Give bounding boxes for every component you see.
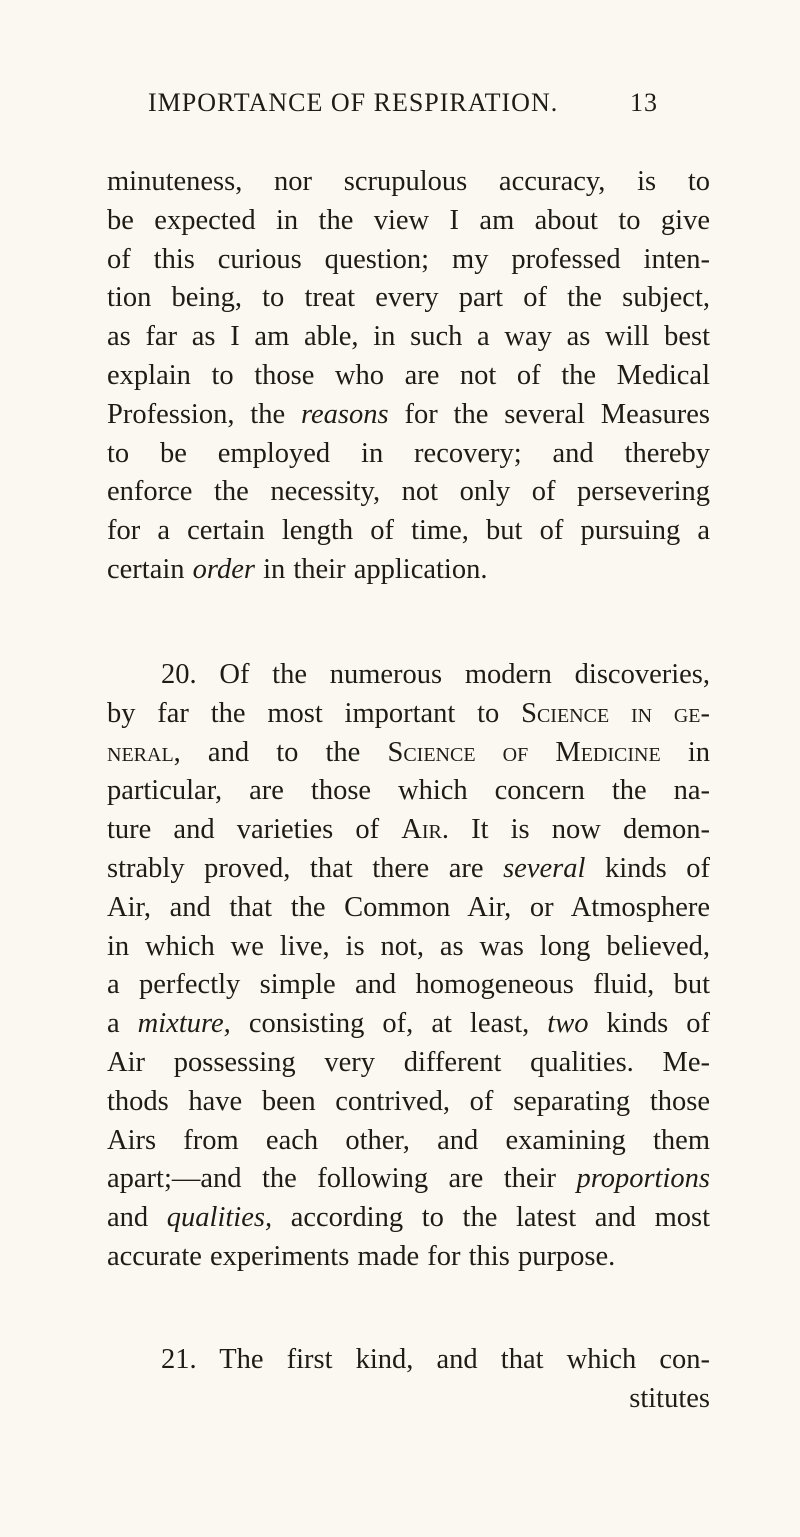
running-title: IMPORTANCE OF RESPIRATION. — [148, 88, 559, 117]
text-run: and to the — [180, 736, 388, 768]
small-caps-text: Air. — [401, 814, 449, 846]
text-line: in which we live, is not, as was long believed, — [107, 930, 710, 962]
text-run: It is now demon- — [448, 814, 711, 846]
text-line: Air, and that the Common Air, or Atmosphere — [107, 891, 710, 923]
paragraph-continued — [107, 163, 710, 590]
text-line: enforce the necessity, not only of persevering — [107, 476, 710, 508]
paragraph-21 — [107, 1341, 710, 1419]
text-line: minuteness, nor scrupulous accuracy, is to — [107, 166, 710, 197]
text-run: Profession, the — [107, 398, 301, 430]
text-line: of this curious question; my professed inten- — [107, 243, 710, 275]
italic-text: proportions — [576, 1163, 710, 1195]
text-line — [107, 811, 710, 850]
running-header — [148, 88, 658, 128]
paragraph-20 — [107, 656, 710, 1277]
text-line: as far as I am able, in such a way as will best — [107, 321, 710, 353]
italic-text: mixture, — [137, 1008, 231, 1040]
text-line: particular, are those which concern the na- — [107, 775, 710, 807]
text-run: by far the most important to — [107, 697, 522, 729]
page-number: 13 — [630, 88, 658, 117]
text-run: apart;—and the following are their — [107, 1163, 577, 1195]
text-line: accurate experiments made for this purpose. — [107, 1240, 616, 1272]
text-line: be expected in the view I am about to give — [107, 204, 710, 236]
text-line — [107, 1005, 710, 1044]
text-line: to be employed in recovery; and thereby — [107, 437, 710, 469]
small-caps-text: Science of Medicine — [387, 736, 661, 768]
text-line: Airs from each other, and examining them — [107, 1124, 710, 1156]
text-line — [107, 396, 710, 435]
text-line — [107, 734, 710, 773]
text-line: for a certain length of time, but of pursuing a — [107, 515, 710, 547]
italic-text: qualities, — [166, 1202, 273, 1234]
text-run: in their application. — [254, 553, 488, 585]
catchword: stitutes — [629, 1382, 710, 1414]
text-run: for the several Measures — [388, 398, 710, 430]
text-line — [107, 1160, 710, 1199]
text-run: in — [660, 736, 710, 768]
text-run: consisting of, at least, — [230, 1008, 548, 1040]
text-line: 20. Of the numerous modern discoveries, — [161, 659, 710, 690]
text-line: tion being, to treat every part of the subject, — [107, 282, 710, 314]
text-run: certain — [107, 553, 193, 585]
text-run: and — [107, 1202, 167, 1234]
text-run: kinds of — [585, 852, 710, 884]
text-line: explain to those who are not of the Medical — [107, 359, 710, 391]
text-run: kinds of — [588, 1008, 711, 1040]
text-line: Air possessing very different qualities. Me- — [107, 1046, 710, 1078]
text-line — [107, 551, 710, 590]
italic-text: order — [192, 553, 255, 585]
small-caps-text: neral, — [107, 736, 181, 768]
text-line: thods have been contrived, of separating those — [107, 1085, 710, 1117]
text-run: according to the latest and most — [272, 1202, 710, 1234]
italic-text: two — [547, 1008, 589, 1040]
text-line — [107, 695, 710, 734]
text-line: 21. The first kind, and that which con- — [161, 1344, 710, 1375]
text-line: a perfectly simple and homogeneous fluid, but — [107, 969, 710, 1001]
text-line — [107, 850, 710, 889]
italic-text: reasons — [300, 398, 389, 430]
text-run: strably proved, that there are — [107, 852, 504, 884]
text-line — [107, 1199, 710, 1238]
text-run: a — [107, 1008, 138, 1040]
italic-text: several — [503, 852, 586, 884]
text-run: ture and varieties of — [107, 814, 402, 846]
small-caps-text: Science in ge- — [521, 697, 710, 729]
